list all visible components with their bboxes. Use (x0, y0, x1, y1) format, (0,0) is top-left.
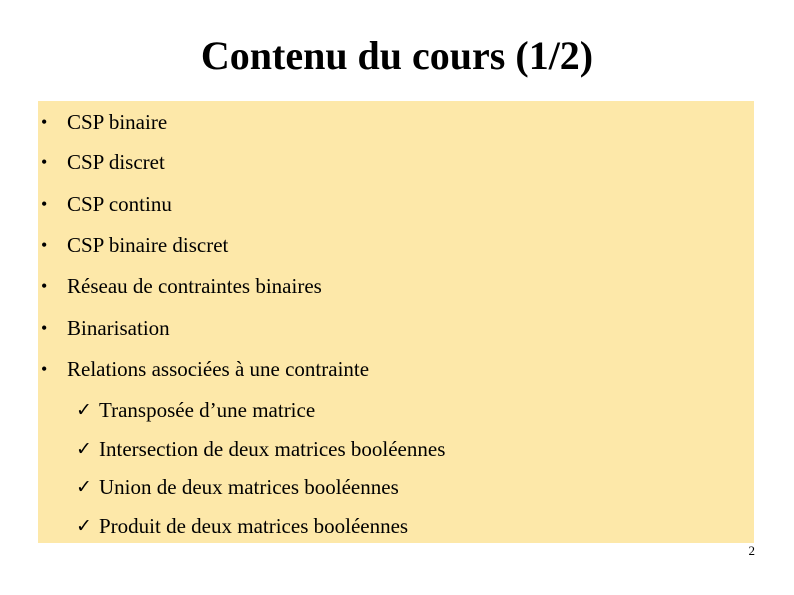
bullet-marker: • (41, 359, 48, 379)
bullet-marker: • (41, 112, 48, 132)
content-box (38, 101, 754, 543)
list-item-text: Binarisation (67, 316, 170, 340)
bullet-marker: • (41, 318, 48, 338)
slide-title: Contenu du cours (1/2) (200, 33, 594, 78)
list-item-text: Relations associées à une contrainte (67, 357, 370, 381)
check-icon: ✓ (76, 399, 92, 421)
check-icon: ✓ (76, 515, 92, 537)
bullet-marker: • (41, 276, 48, 296)
list-item-text: CSP continu (67, 192, 172, 216)
list-item-text: CSP discret (67, 150, 165, 174)
page-number: 2 (748, 543, 755, 558)
list-item-text: CSP binaire discret (67, 233, 229, 257)
bullet-marker: • (41, 152, 48, 172)
sub-list-item-text: Union de deux matrices booléennes (99, 475, 399, 499)
list-item-text: Réseau de contraintes binaires (67, 274, 322, 298)
list-item-text: CSP binaire (67, 110, 168, 134)
sub-list-item-text: Intersection de deux matrices booléennes (99, 437, 446, 461)
bullet-marker: • (41, 194, 48, 214)
check-icon: ✓ (76, 476, 92, 498)
check-icon: ✓ (76, 438, 92, 460)
sub-list-item-text: Transposée d’une matrice (99, 398, 316, 422)
sub-list-item-text: Produit de deux matrices booléennes (99, 514, 409, 538)
bullet-marker: • (41, 235, 48, 255)
